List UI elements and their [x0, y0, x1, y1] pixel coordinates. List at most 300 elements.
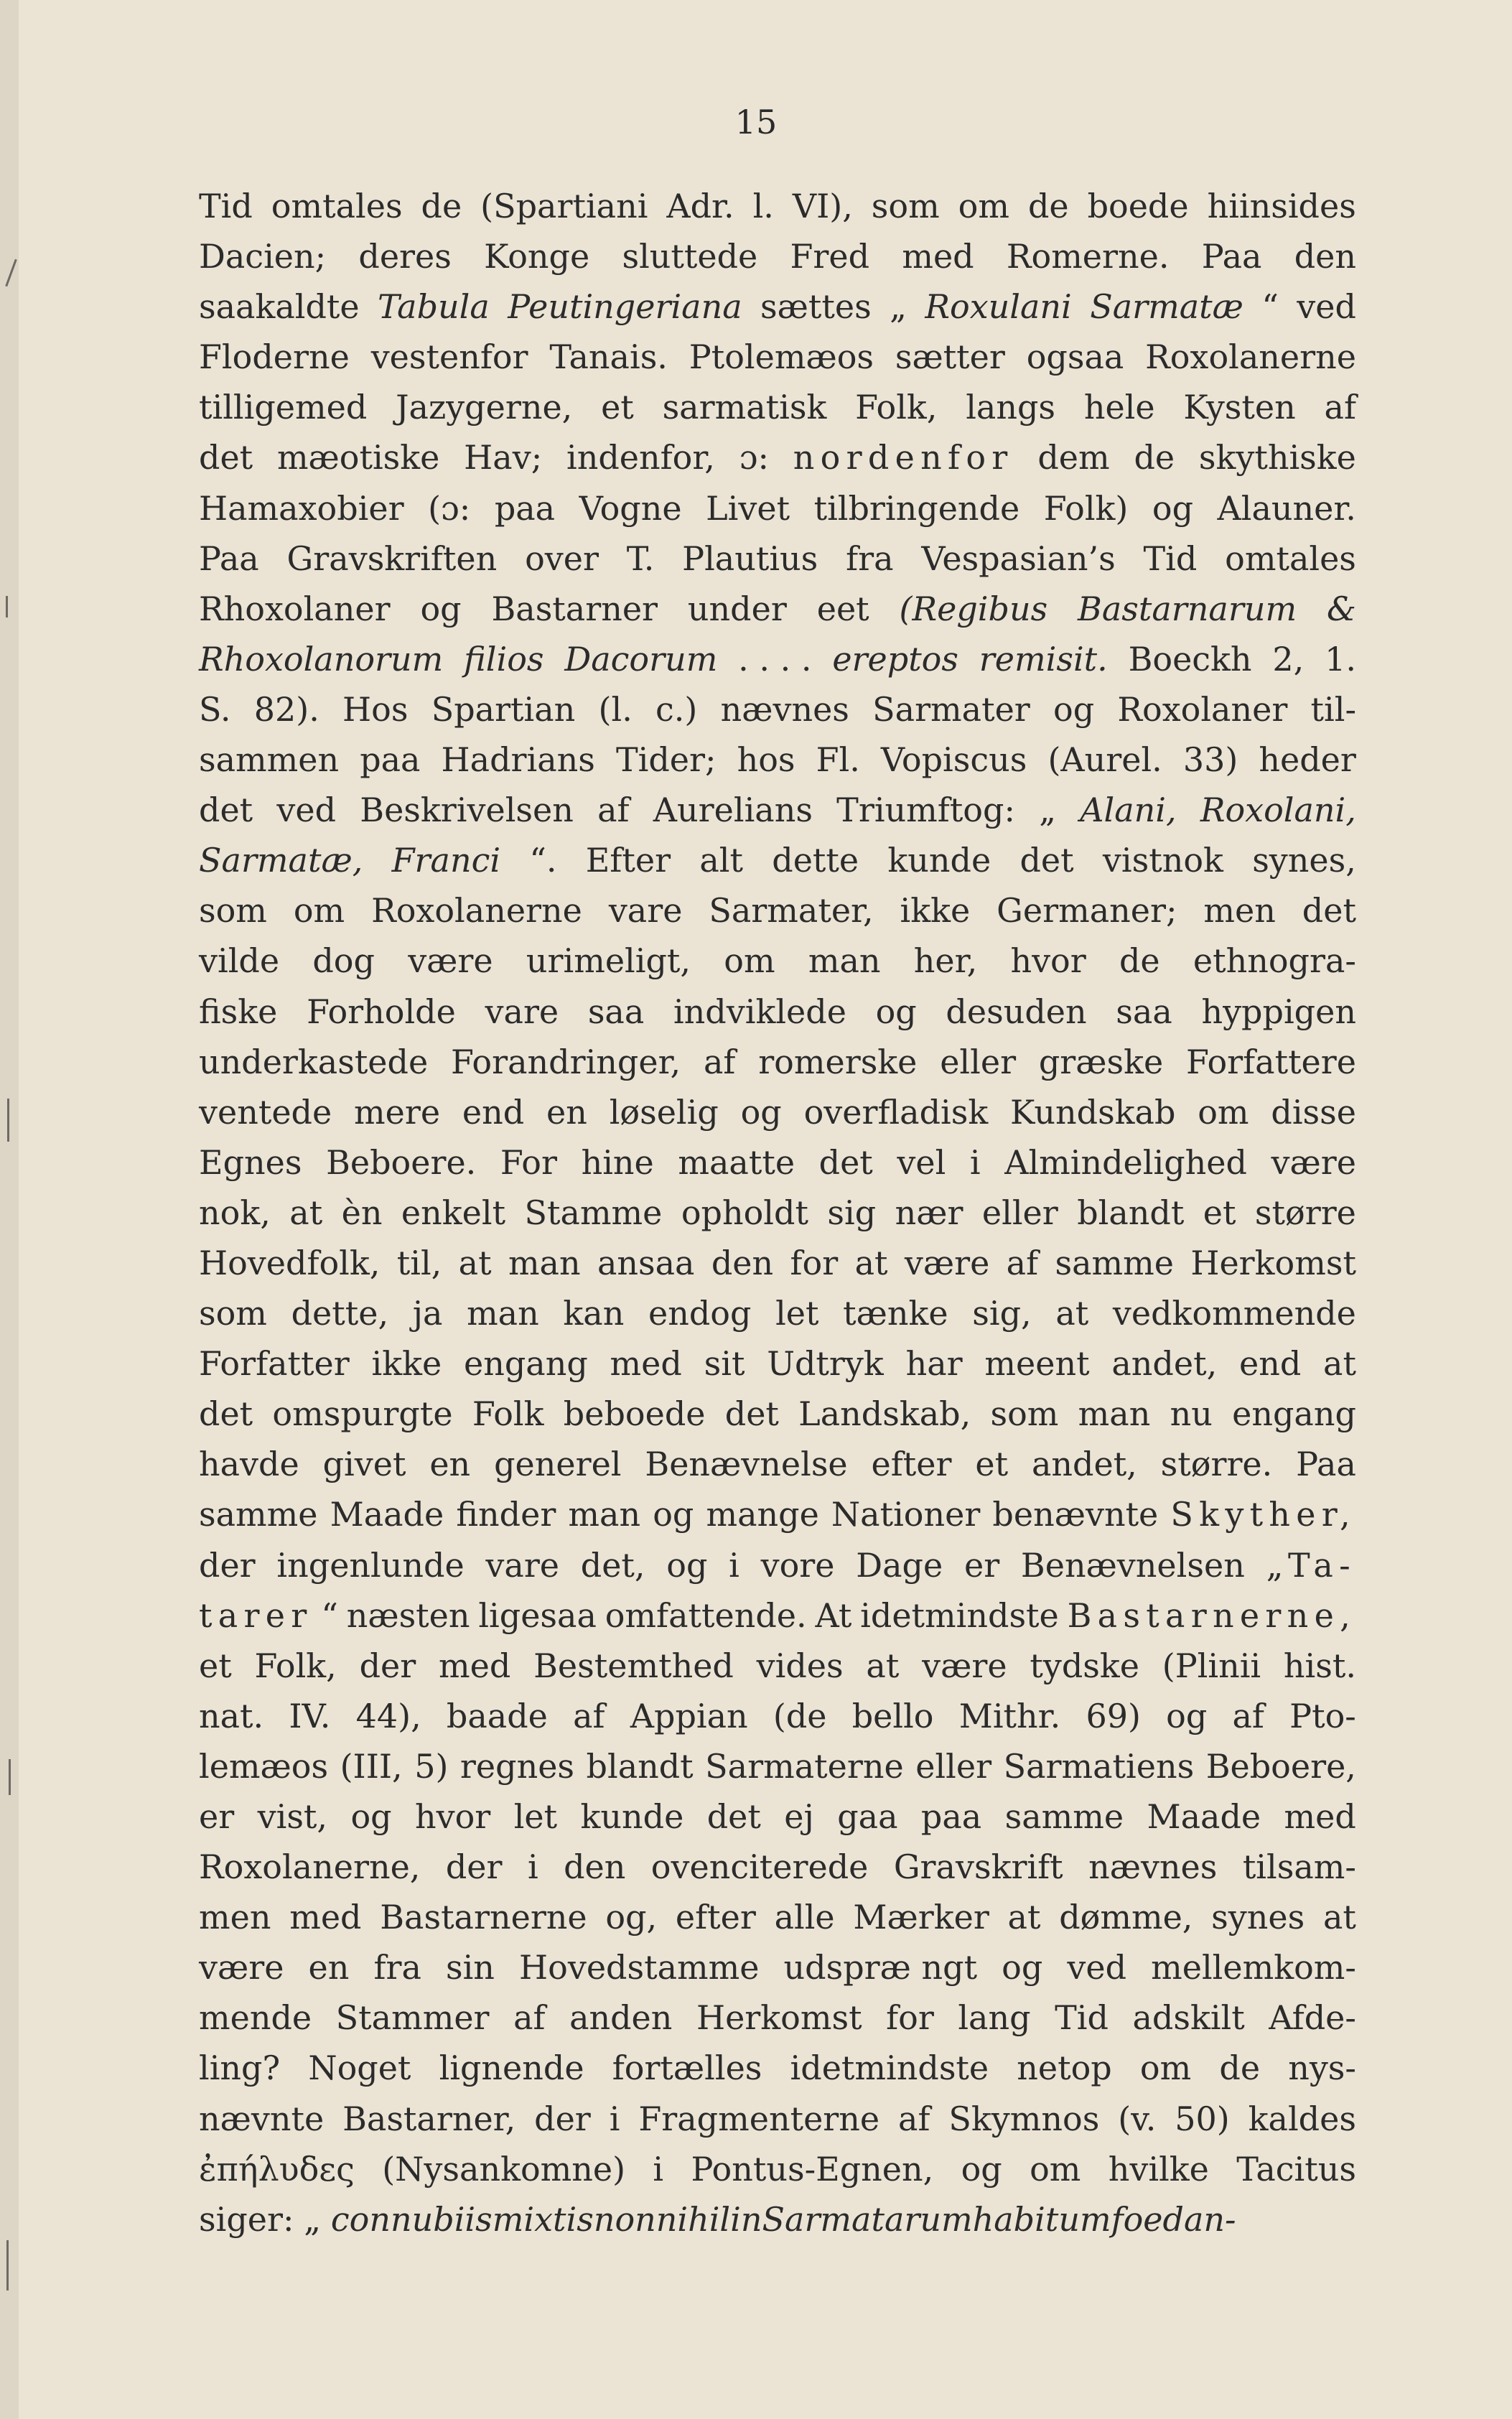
word: blandt — [586, 1746, 694, 1786]
word: ling? — [199, 2049, 281, 2088]
word: hist. — [1283, 1646, 1356, 1685]
word: og — [740, 1092, 782, 1132]
word: de — [421, 187, 462, 225]
word: og — [420, 589, 462, 628]
word: Sarmater — [872, 689, 1030, 729]
word: være — [1271, 1142, 1356, 1182]
word: omspurgte — [272, 1394, 453, 1434]
text-line — [199, 885, 1356, 936]
word: Folk, — [254, 1646, 337, 1685]
word: ethnogra- — [1193, 941, 1356, 981]
word: samme — [199, 1495, 318, 1534]
word: tilsam- — [1242, 1847, 1356, 1887]
word: der — [359, 1646, 416, 1685]
word: som — [199, 891, 267, 931]
word: paa — [494, 488, 556, 528]
margin-mark — [6, 2240, 9, 2290]
word: hvor — [1010, 941, 1086, 981]
word: overfladisk — [803, 1092, 989, 1132]
word: ved — [1067, 1948, 1127, 1987]
text-line — [199, 1942, 1356, 1992]
word: Hamaxobier — [199, 488, 404, 528]
word: større — [1254, 1193, 1356, 1232]
word: Tid — [199, 187, 253, 225]
word: Hadrians — [441, 740, 595, 780]
word: at — [1007, 1898, 1041, 1937]
word: Vopiscus — [880, 740, 1027, 780]
word: man — [508, 1243, 581, 1282]
word: Herkomst — [696, 1998, 862, 2038]
word: mere — [354, 1092, 441, 1132]
word: Kundskab — [1010, 1092, 1176, 1132]
word: vare — [608, 891, 683, 931]
text-line — [199, 1691, 1356, 1741]
word: indviklede — [673, 992, 846, 1031]
word: eller — [940, 1042, 1017, 1081]
text-line — [199, 735, 1356, 785]
word: vistnok — [1102, 841, 1223, 880]
word: fiske — [199, 992, 278, 1031]
text-line — [199, 533, 1356, 584]
word: Sarmaterne — [705, 1746, 904, 1786]
word: ved — [276, 791, 337, 830]
word: dette, — [291, 1294, 389, 1333]
text-line — [199, 2144, 1356, 2194]
word: (Aurel. — [1047, 740, 1162, 780]
word: om — [1198, 1092, 1249, 1132]
word: hos — [737, 740, 795, 780]
word: under — [687, 589, 787, 628]
word: de — [1134, 438, 1175, 477]
word: Aurelians — [653, 791, 813, 830]
text-line — [199, 2043, 1356, 2093]
word: Roxolanerne — [371, 891, 582, 931]
word: dog — [312, 941, 375, 981]
word: Kysten — [1183, 388, 1296, 427]
word: et — [975, 1445, 1009, 1484]
word: ereptos — [832, 639, 958, 679]
word: sættes — [760, 287, 872, 327]
word: at — [289, 1193, 323, 1232]
word: (l. — [598, 689, 633, 729]
word: l. — [752, 187, 774, 225]
word: kunde — [887, 841, 991, 880]
word: Egnes — [199, 1142, 302, 1182]
word: men — [199, 1898, 271, 1937]
word: Stamme — [524, 1193, 663, 1232]
word: Folk) — [1043, 488, 1129, 528]
word: Roxolani, — [1200, 791, 1356, 830]
word: (Spartiani — [480, 187, 648, 225]
word: og — [1166, 1696, 1208, 1735]
word: kunde — [580, 1797, 684, 1836]
word: (Plinii — [1162, 1646, 1261, 1685]
word: Paa — [1201, 237, 1262, 276]
word: foedan- — [1111, 2199, 1236, 2239]
word: beboede — [563, 1394, 706, 1434]
word: er — [963, 1545, 1000, 1585]
word: Folk — [472, 1394, 544, 1434]
text-line — [199, 181, 1356, 231]
word: Vogne — [579, 488, 682, 528]
word: fra — [846, 539, 894, 578]
text-line — [199, 483, 1356, 533]
word: enkelt — [401, 1193, 506, 1232]
word: „ — [1039, 791, 1057, 830]
word: Efter — [585, 841, 671, 880]
text-line — [199, 1439, 1356, 1489]
word: For — [500, 1142, 557, 1182]
word: Forholde — [307, 992, 456, 1031]
word: alle — [774, 1898, 835, 1937]
word: generel — [494, 1445, 622, 1484]
word: det — [199, 438, 253, 477]
text-line — [199, 2094, 1356, 2144]
word: af — [513, 1998, 546, 2038]
word: ikke — [371, 1344, 442, 1384]
word: Romerne. — [1006, 237, 1170, 276]
word: 33) — [1182, 740, 1238, 780]
word: det — [199, 791, 253, 830]
text-line — [199, 634, 1356, 684]
word: der — [445, 1847, 503, 1887]
text-line — [199, 1087, 1356, 1137]
word: et — [601, 388, 634, 427]
word: lang — [958, 1998, 1031, 2038]
word: af — [573, 1696, 605, 1735]
word: netop — [1017, 2049, 1112, 2088]
word: sig — [827, 1193, 877, 1232]
word: andet, — [1111, 1344, 1218, 1384]
word: Forfatter — [199, 1344, 350, 1384]
word: i — [729, 1545, 739, 1585]
text-line — [199, 332, 1356, 382]
word: med — [902, 237, 974, 276]
word: kan — [563, 1294, 625, 1333]
text-line — [199, 1188, 1356, 1238]
word: omtales — [1225, 539, 1356, 578]
margin-mark — [6, 596, 8, 617]
word: der — [199, 1545, 256, 1585]
word: efter — [871, 1445, 952, 1484]
word: Bastarner, — [342, 2099, 516, 2138]
word: (Nysankomne) — [382, 2149, 626, 2189]
word: vare — [485, 1545, 560, 1585]
word: urimeligt, — [526, 941, 691, 981]
word: nævnte — [199, 2099, 325, 2138]
word: Floderne — [199, 337, 350, 377]
word: Sarmatiens — [1003, 1746, 1195, 1786]
word: Maade — [330, 1495, 444, 1534]
word: blandt — [1077, 1193, 1185, 1232]
word: romerske — [758, 1042, 918, 1081]
word: de — [1219, 2049, 1261, 2088]
word: & — [1326, 589, 1356, 628]
word: 82). — [253, 689, 319, 729]
word: gaa — [837, 1797, 898, 1836]
word: som — [990, 1394, 1059, 1434]
word: Dacien; — [199, 237, 327, 276]
word: regnes — [459, 1746, 575, 1786]
text-line — [199, 1540, 1356, 1590]
word: den — [564, 1847, 626, 1887]
word: vist, — [257, 1797, 328, 1836]
word: Rhoxolaner — [199, 589, 391, 628]
word: mellemkom- — [1151, 1948, 1356, 1987]
text-line — [199, 1741, 1356, 1791]
word: . . . . — [738, 639, 812, 679]
word: adskilt — [1132, 1998, 1245, 2038]
word: samme — [1055, 1243, 1174, 1282]
word: mange — [706, 1495, 819, 1534]
word: Livet — [706, 488, 790, 528]
word: større. — [1160, 1445, 1273, 1484]
word: har — [905, 1344, 963, 1384]
word: at — [866, 1646, 900, 1685]
word: ligesaa — [478, 1595, 597, 1635]
word: dem — [1037, 438, 1110, 477]
word: vare — [485, 992, 559, 1031]
body-text — [199, 181, 1356, 2245]
word: vore — [760, 1545, 835, 1585]
word: et — [1203, 1193, 1236, 1232]
word: det — [1019, 841, 1074, 880]
word: for — [886, 1998, 934, 2038]
word: Skymnos — [948, 2099, 1100, 2138]
word: omtales — [271, 187, 403, 225]
word: langs — [966, 388, 1056, 427]
word: ikke — [900, 891, 971, 931]
word: det — [818, 1142, 873, 1182]
word: eller — [981, 1193, 1058, 1232]
word: Triumftog: — [836, 791, 1015, 830]
word: om — [1030, 2149, 1081, 2189]
word: Forfattere — [1186, 1042, 1356, 1081]
word: her, — [913, 941, 978, 981]
word: ej — [784, 1797, 814, 1836]
word: det — [724, 1394, 779, 1434]
text-line — [199, 1590, 1356, 1641]
word: Benævnelse — [645, 1445, 848, 1484]
word: Sarmatæ — [1090, 287, 1243, 327]
word: Mærker — [853, 1898, 989, 1937]
word: saa — [1116, 992, 1172, 1031]
text-line — [199, 785, 1356, 835]
word: meent — [984, 1344, 1090, 1384]
word: Bestemthed — [533, 1646, 734, 1685]
word: mæotiske — [276, 438, 440, 477]
word: „ — [304, 2199, 322, 2239]
word: Sarmatæ, — [199, 841, 363, 880]
word: man — [808, 941, 881, 981]
text-line — [199, 835, 1356, 885]
word: Udtryk — [767, 1344, 884, 1384]
word: Tider; — [615, 740, 717, 780]
word: et — [199, 1646, 232, 1685]
word: Konge — [484, 237, 590, 276]
word: af — [703, 1042, 736, 1081]
word: med — [1284, 1797, 1356, 1836]
word: og — [1152, 488, 1194, 528]
word: Hovedfolk, — [199, 1243, 381, 1282]
word: i — [653, 2149, 664, 2189]
word: vel — [897, 1142, 946, 1182]
word: nævnes — [1088, 1847, 1218, 1887]
word: med — [289, 1898, 362, 1937]
word: af — [597, 791, 630, 830]
word: Spartian — [431, 689, 576, 729]
word: er — [199, 1797, 235, 1836]
word: paa — [360, 740, 421, 780]
word: „ — [890, 287, 907, 327]
word: alt — [699, 841, 743, 880]
word: hine — [581, 1142, 654, 1182]
word: sit — [704, 1344, 745, 1384]
word: Paa — [1296, 1445, 1356, 1484]
word: at — [1323, 1344, 1356, 1384]
word: lemæos — [199, 1746, 329, 1786]
word: efter — [675, 1898, 756, 1937]
word: nok, — [199, 1193, 271, 1232]
word: baade — [446, 1696, 548, 1735]
word: Sarmatarum — [762, 2199, 973, 2239]
word: sætter — [895, 337, 1005, 377]
word: det, — [580, 1545, 645, 1585]
word: tydske — [1030, 1646, 1139, 1685]
word: “. — [529, 841, 557, 880]
word: Franci — [391, 841, 501, 880]
page-gutter-shadow — [0, 0, 19, 2419]
word: desuden — [946, 992, 1087, 1031]
word: andet, — [1031, 1445, 1137, 1484]
word: c.) — [655, 689, 698, 729]
word: vides — [756, 1646, 844, 1685]
word: det — [199, 1394, 253, 1434]
word: „Ta- — [1266, 1545, 1356, 1585]
word: “ — [1261, 287, 1279, 327]
word: heder — [1259, 740, 1356, 780]
word: at — [458, 1243, 492, 1282]
word: synes, — [1252, 841, 1356, 880]
word: ovenciterede — [650, 1847, 869, 1887]
word: ved — [1297, 287, 1356, 327]
word: nævnes — [720, 689, 849, 729]
word: til, — [396, 1243, 442, 1282]
word: (III, — [340, 1746, 403, 1786]
margin-mark — [9, 1759, 11, 1795]
word: Tacitus — [1236, 2149, 1356, 2189]
text-line — [199, 584, 1356, 634]
text-line — [199, 2194, 1356, 2245]
text-line — [199, 684, 1356, 735]
word: om — [958, 187, 1009, 225]
word: i — [527, 1847, 538, 1887]
word: Landskab, — [798, 1394, 971, 1434]
word: saa — [587, 992, 645, 1031]
word: som — [871, 187, 940, 225]
text-line — [199, 1288, 1356, 1338]
word: IV. — [289, 1696, 331, 1735]
word: vilde — [199, 941, 280, 981]
word: Tid — [1055, 1998, 1109, 2038]
word: ja — [412, 1294, 443, 1333]
word: Bastarnarum — [1078, 589, 1297, 628]
word: synes — [1211, 1898, 1305, 1937]
text-line — [199, 1992, 1356, 2043]
word: 5) — [414, 1746, 449, 1786]
word: over — [525, 539, 599, 578]
word: vedkommende — [1112, 1294, 1356, 1333]
word: nær — [895, 1193, 963, 1232]
word: Sarmater, — [709, 891, 874, 931]
word: nonnihil — [593, 2199, 731, 2239]
word: let — [775, 1294, 819, 1333]
word: idetmindste — [790, 2049, 989, 2088]
word: Paa — [199, 539, 259, 578]
word: Hos — [342, 689, 409, 729]
word: Herkomst — [1190, 1243, 1356, 1282]
word: Roxolanerne, — [199, 1847, 421, 1887]
word: S. — [199, 689, 231, 729]
word: lignende — [439, 2049, 584, 2088]
word: Beskrivelsen — [360, 791, 574, 830]
word: Noget — [308, 2049, 411, 2088]
text-line — [199, 1389, 1356, 1439]
word: og — [350, 1797, 392, 1836]
word: Pontus-Egnen, — [691, 2149, 934, 2189]
word: for — [790, 1243, 839, 1282]
word: man — [1078, 1394, 1151, 1434]
word: Fragmenterne — [638, 2099, 880, 2138]
word: fortælles — [612, 2049, 762, 2088]
word: mende — [199, 1998, 312, 2038]
word: sluttede — [622, 237, 758, 276]
word: kaldes — [1248, 2099, 1356, 2138]
word: (v. — [1118, 2099, 1157, 2138]
word: en — [546, 1092, 587, 1132]
word: 1. — [1325, 639, 1356, 679]
word: om — [1139, 2049, 1192, 2088]
word: tænke — [843, 1294, 948, 1333]
word: 50) — [1175, 2099, 1230, 2138]
page-number: 15 — [734, 103, 778, 141]
word: man — [467, 1294, 539, 1333]
word: sig, — [972, 1294, 1032, 1333]
word: fra — [373, 1948, 421, 1987]
text-line — [199, 987, 1356, 1037]
word: den — [1294, 237, 1356, 276]
word: (ɔ: — [428, 488, 471, 528]
word: skythiske — [1198, 438, 1356, 477]
word: finder — [456, 1495, 556, 1534]
word: Tabula — [378, 287, 490, 327]
word: den — [711, 1243, 774, 1282]
text-line — [199, 1489, 1356, 1539]
word: det — [706, 1797, 761, 1836]
word: VI), — [792, 187, 853, 225]
word: Germaner; — [997, 891, 1177, 931]
word: med — [439, 1646, 511, 1685]
text-line — [199, 936, 1356, 986]
text-line — [199, 1137, 1356, 1188]
word: bello — [851, 1696, 934, 1735]
word: havde — [199, 1445, 299, 1484]
word: Peutingeriana — [508, 287, 742, 327]
word: in — [730, 2199, 762, 2239]
word: der — [534, 2099, 591, 2138]
word: at — [1322, 1898, 1356, 1937]
word: Beboere. — [326, 1142, 477, 1182]
